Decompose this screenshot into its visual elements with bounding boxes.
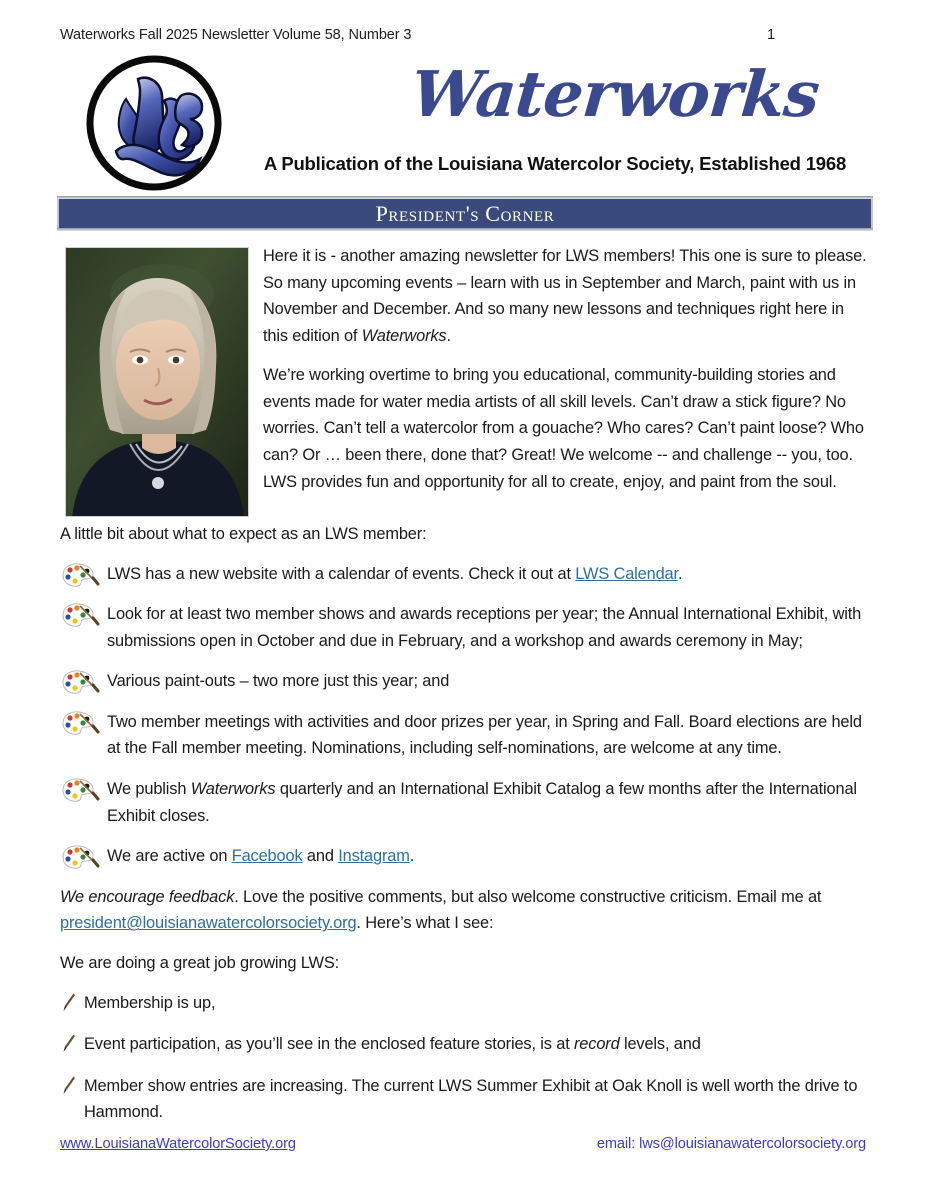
banner-rule-bottom	[57, 228, 873, 231]
feedback-paragraph	[60, 884, 868, 937]
list-item	[60, 561, 868, 588]
masthead-subtitle: A Publication of the Louisiana Watercolor Society, Established 1968	[263, 153, 847, 174]
list-item-text-mid: and	[302, 847, 339, 866]
growth-list	[60, 990, 868, 1126]
list-item-text: We are active on	[107, 847, 232, 866]
paragraph-1-italic: Waterworks	[361, 326, 447, 345]
list-item-text: Membership is up,	[84, 993, 216, 1012]
palette-icon	[60, 844, 100, 870]
masthead	[60, 55, 870, 195]
paragraph-2: We’re working overtime to bring you educational, community-building stories and events made for water media artists of all skill levels. Can’t draw a stick figure? No worries. Can’t tell a watercolor from a gouache? Who cares? Can’t paint loose? Who can? Or … been there, done that? Great! We welcome -- and challenge -- you, too. LWS provides fun and opportunity for all to create, enjoy, and paint from the soul.	[263, 366, 864, 491]
feedback-italic: We encourage feedback	[60, 887, 235, 906]
masthead-title: Waterworks	[408, 57, 822, 131]
president-email-link[interactable]: president@louisianawatercolorsociety.org	[60, 914, 357, 933]
list-item-italic: record	[574, 1035, 620, 1054]
growth-intro: We are doing a great job growing LWS:	[60, 953, 340, 972]
banner-title: President's Corner	[375, 200, 555, 226]
list-item-text: LWS has a new website with a calendar of events. Check it out at	[107, 564, 576, 583]
email-link[interactable]: email: lws@louisianawatercolorsociety.org	[596, 1136, 866, 1152]
list-item-text: Look for at least two member shows and awards receptions per year; the Annual International Exhibit, with submissions open in October and due in February, and a workshop and awards ceremony in May;	[107, 605, 862, 650]
banner-bar	[57, 199, 873, 228]
paintbrush-icon	[61, 1075, 77, 1095]
palette-icon	[60, 669, 100, 695]
lws-calendar-link[interactable]: LWS Calendar	[575, 564, 678, 583]
section-banner	[57, 196, 873, 231]
palette-icon	[60, 602, 100, 628]
list-item	[60, 843, 868, 870]
list-item-text: Two member meetings with activities and door prizes per year, in Spring and Fall. Board elections are held at the Fall member meeting. Nominations, including self-nominations, are welcome at any time.	[107, 712, 862, 758]
list-intro: A little bit about what to expect as an LWS member:	[60, 525, 427, 543]
list-item	[60, 601, 868, 654]
intro-block	[60, 243, 868, 521]
running-header	[60, 27, 867, 43]
feedback-text-b: . Here’s what I see:	[356, 914, 494, 933]
list-item	[60, 709, 868, 762]
paragraph-1-text-b: .	[446, 326, 451, 345]
page-number: 1	[767, 27, 775, 43]
president-portrait-photo	[65, 247, 249, 517]
list-item	[60, 990, 868, 1017]
list-item-text: We publish	[107, 780, 191, 799]
list-item-italic: Waterworks	[190, 780, 276, 799]
list-item-text-tail: .	[677, 564, 683, 583]
lws-logo-icon	[86, 55, 222, 191]
page-footer	[60, 1136, 868, 1152]
list-item-text-tail: .	[409, 847, 415, 866]
list-item	[60, 1073, 868, 1126]
palette-icon	[60, 777, 100, 803]
member-benefits-list	[60, 561, 868, 870]
list-item	[60, 1031, 868, 1058]
paintbrush-icon	[61, 992, 77, 1012]
facebook-link[interactable]: Facebook	[231, 847, 303, 866]
feedback-text-a: . Love the positive comments, but also welcome constructive criticism. Email me at	[234, 887, 822, 906]
list-item-text: Event participation, as you’ll see in the enclosed feature stories, is at	[84, 1035, 574, 1054]
website-link[interactable]: www.LouisianaWatercolorSociety.org	[60, 1136, 296, 1152]
list-item	[60, 668, 868, 695]
list-item-text-tail: levels, and	[619, 1035, 701, 1054]
running-title: Waterworks Fall 2025 Newsletter Volume 58, Number 3	[60, 27, 412, 43]
list-item-text: Various paint-outs – two more just this year; and	[107, 672, 450, 691]
list-item-text: Member show entries are increasing. The current LWS Summer Exhibit at Oak Knoll is well worth the drive to Hammond.	[84, 1076, 858, 1122]
article-body	[60, 243, 868, 1141]
paintbrush-icon	[61, 1033, 77, 1053]
paragraph-1-text-a: Here it is - another amazing newsletter for LWS members! This one is sure to please. So many upcoming events – learn with us in September and March, paint with us in November and December. And so many new lessons and techniques right here in this edition of	[263, 247, 867, 345]
palette-icon	[60, 562, 100, 588]
list-item	[60, 776, 868, 829]
instagram-link[interactable]: Instagram	[338, 847, 410, 866]
palette-icon	[60, 710, 100, 736]
list-item-text-tail: quarterly and an International Exhibit Catalog a few months after the International Exhibit closes.	[107, 780, 857, 825]
